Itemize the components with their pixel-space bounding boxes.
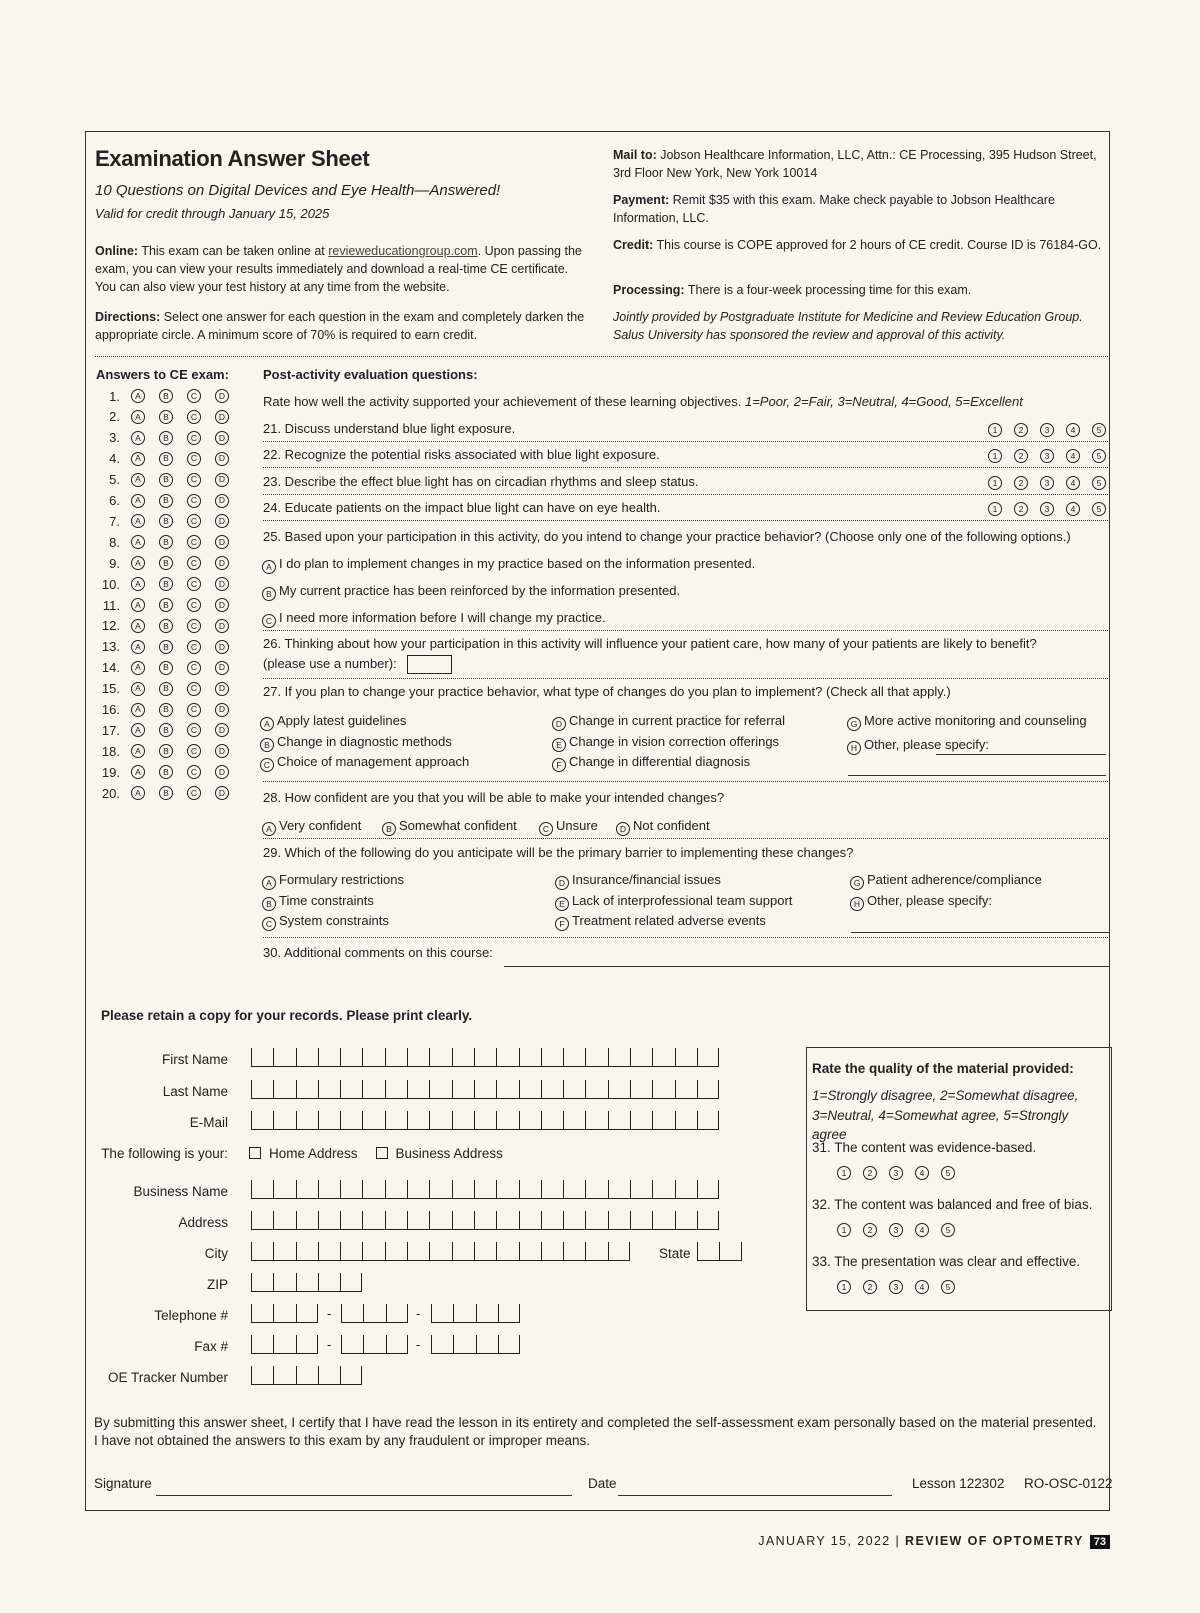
objective-23: 23. Describe the effect blue light has on circadian rhythms and sleep status. — [263, 474, 699, 489]
rating-5[interactable]: 5 — [1092, 502, 1106, 516]
objective-21: 21. Discuss understand blue light exposure. — [263, 421, 516, 436]
business-name-input[interactable] — [251, 1180, 719, 1199]
quality-heading: Rate the quality of the material provided: — [812, 1061, 1074, 1076]
answer-1-option-c[interactable]: C — [187, 389, 201, 403]
answer-11-option-d[interactable]: D — [215, 598, 229, 612]
city-input[interactable] — [251, 1242, 630, 1261]
option-a-bubble[interactable]: A — [262, 822, 276, 836]
q29-text: 29. Which of the following do you anticipate will be the primary barrier to implementing these changes? — [263, 845, 854, 860]
telephone-label: Telephone # — [154, 1308, 228, 1323]
q29opts-option-a[interactable]: A Formulary restrictions — [262, 872, 404, 890]
answers-heading: Answers to CE exam: — [96, 367, 229, 382]
answer-4-option-d[interactable]: D — [215, 452, 229, 466]
answer-5-option-c[interactable]: C — [187, 473, 201, 487]
quality-item-32: 32. The content was balanced and free of bias. — [812, 1197, 1093, 1212]
answer-13-option-a[interactable]: A — [131, 640, 145, 654]
option-d-bubble[interactable]: D — [555, 876, 569, 890]
q25opts-option-a[interactable]: A I do plan to implement changes in my practice based on the information presented. — [262, 556, 755, 574]
answer-8-option-a[interactable]: A — [131, 535, 145, 549]
date-line[interactable] — [618, 1495, 892, 1496]
address-type: Home Address Business Address — [249, 1146, 503, 1161]
answer-12-option-d[interactable]: D — [215, 619, 229, 633]
option-a-bubble[interactable]: A — [262, 560, 276, 574]
divider — [263, 467, 1110, 468]
answer-row: 14. A B C D — [96, 660, 229, 676]
divider — [263, 494, 1110, 495]
answer-17-option-b[interactable]: B — [159, 723, 173, 737]
option-c-bubble[interactable]: C — [262, 614, 276, 628]
rating-4[interactable]: 4 — [915, 1223, 929, 1237]
q27opts-option-e[interactable]: E Change in vision correction offerings — [552, 734, 779, 752]
state-input[interactable] — [697, 1242, 742, 1261]
option-a-bubble[interactable]: A — [260, 717, 274, 731]
rating-5[interactable]: 5 — [1092, 423, 1106, 437]
answer-12-option-a[interactable]: A — [131, 619, 145, 633]
rating-2[interactable]: 2 — [1014, 449, 1028, 463]
option-c-bubble[interactable]: C — [260, 758, 274, 772]
answer-row: 10. A B C D — [96, 576, 229, 592]
q29opts-option-d[interactable]: D Insurance/financial issues — [555, 872, 721, 890]
answer-9-option-b[interactable]: B — [159, 556, 173, 570]
rating-4[interactable]: 4 — [1066, 476, 1080, 490]
answer-4-option-c[interactable]: C — [187, 452, 201, 466]
city-label: City — [204, 1246, 228, 1261]
answer-row: 1. A B C D — [96, 388, 229, 404]
answer-13-option-b[interactable]: B — [159, 640, 173, 654]
option-a-bubble[interactable]: A — [262, 876, 276, 890]
q25-text: 25. Based upon your participation in this activity, do you intend to change your practice behavior? (Choose only one of the following options.) — [263, 529, 1071, 544]
signature-label: Signature — [94, 1476, 152, 1491]
answer-16-option-d[interactable]: D — [215, 703, 229, 717]
answer-12-option-b[interactable]: B — [159, 619, 173, 633]
divider — [95, 356, 1110, 357]
fax-input-area[interactable] — [251, 1335, 318, 1354]
q30-text: 30. Additional comments on this course: — [263, 945, 493, 960]
answer-10-option-a[interactable]: A — [131, 577, 145, 591]
divider — [263, 520, 1110, 521]
q29opts-option-b[interactable]: B Time constraints — [262, 893, 374, 911]
answer-6-option-a[interactable]: A — [131, 494, 145, 508]
answer-6-option-d[interactable]: D — [215, 494, 229, 508]
processing: Processing: There is a four-week processing time for this exam. — [613, 283, 972, 297]
q26-number-input[interactable] — [407, 655, 452, 674]
fax-input-line[interactable] — [431, 1335, 520, 1354]
email-input[interactable] — [251, 1111, 719, 1130]
divider — [263, 838, 1110, 839]
telephone-input-prefix[interactable] — [341, 1304, 408, 1323]
email-label: E-Mail — [189, 1115, 228, 1130]
answer-15-option-b[interactable]: B — [159, 682, 173, 696]
answer-3-option-c[interactable]: C — [187, 431, 201, 445]
last-name-input[interactable] — [251, 1080, 719, 1099]
answer-19-option-b[interactable]: B — [159, 765, 173, 779]
answer-row: 13. A B C D — [96, 639, 229, 655]
answer-11-option-c[interactable]: C — [187, 598, 201, 612]
answer-18-option-a[interactable]: A — [131, 744, 145, 758]
rating-3[interactable]: 3 — [889, 1166, 903, 1180]
state-label: State — [659, 1246, 691, 1261]
sheet-subtitle: 10 Questions on Digital Devices and Eye Health—Answered! — [95, 182, 501, 199]
answer-20-option-b[interactable]: B — [159, 786, 173, 800]
option-g-bubble[interactable]: G — [850, 876, 864, 890]
objective-21-rating — [988, 423, 1106, 437]
answer-17-option-a[interactable]: A — [131, 723, 145, 737]
dash: - — [416, 1337, 421, 1352]
answer-7-option-c[interactable]: C — [187, 514, 201, 528]
answer-6-option-c[interactable]: C — [187, 494, 201, 508]
answer-20-option-d[interactable]: D — [215, 786, 229, 800]
rating-3[interactable]: 3 — [889, 1223, 903, 1237]
q27opts-option-f[interactable]: F Change in differential diagnosis — [552, 754, 750, 772]
rating-1[interactable]: 1 — [837, 1166, 851, 1180]
option-b-bubble[interactable]: B — [262, 587, 276, 601]
rating-4[interactable]: 4 — [1066, 449, 1080, 463]
q26-text: 26. Thinking about how your participation in this activity will influence your patient care, how many of your patients are likely to benefit? — [263, 636, 1037, 651]
rating-1[interactable]: 1 — [988, 476, 1002, 490]
answer-row: 15. A B C D — [96, 681, 229, 697]
answer-row: 12. A B C D — [96, 618, 229, 634]
dash: - — [327, 1337, 332, 1352]
payment: Payment: Remit $35 with this exam. Make check payable to Jobson Healthcare Information, LLC. — [613, 193, 1055, 226]
page-number: 73 — [1090, 1535, 1110, 1549]
online-info: Online: This exam can be taken online at revieweducationgroup.com. Upon passing the exam, you can view your results immediately and download a real-time CE certificate. You can also view your test history at any time from the website. — [95, 244, 582, 295]
option-d-bubble[interactable]: D — [616, 822, 630, 836]
answer-4-option-a[interactable]: A — [131, 452, 145, 466]
answer-2-option-d[interactable]: D — [215, 410, 229, 424]
rating-3[interactable]: 3 — [889, 1280, 903, 1294]
answer-row: 11. A B C D — [96, 597, 229, 613]
answer-row: 4. A B C D — [96, 451, 229, 467]
answer-18-option-d[interactable]: D — [215, 744, 229, 758]
q27opts-option-d[interactable]: D Change in current practice for referral — [552, 713, 785, 731]
q28opts-option-c[interactable]: C Unsure — [539, 818, 598, 836]
last-name-label: Last Name — [162, 1084, 228, 1099]
rating-5[interactable]: 5 — [941, 1223, 955, 1237]
answer-13-option-d[interactable]: D — [215, 640, 229, 654]
rating-3[interactable]: 3 — [1040, 502, 1054, 516]
rating-5[interactable]: 5 — [1092, 449, 1106, 463]
exam-link[interactable]: revieweducationgroup.com — [328, 244, 478, 258]
quality-item-32-rating — [837, 1223, 955, 1237]
certification-text: By submitting this answer sheet, I certify that I have read the lesson in its entirety and completed the self-assessment exam personally based on the material presented. I have not obtained the answers to this exam by any fraudulent or improper means. — [94, 1415, 1097, 1449]
answer-row: 2. A B C D — [96, 409, 229, 425]
answer-row: 17. A B C D — [96, 722, 229, 738]
answer-7-option-d[interactable]: D — [215, 514, 229, 528]
course-code: RO-OSC-0122 — [1024, 1476, 1113, 1491]
oe-tracker-label: OE Tracker Number — [107, 1370, 228, 1385]
q27opts-option-b[interactable]: B Change in diagnostic methods — [260, 734, 452, 752]
rating-2[interactable]: 2 — [863, 1223, 877, 1237]
answer-14-option-b[interactable]: B — [159, 661, 173, 675]
answer-19-option-c[interactable]: C — [187, 765, 201, 779]
answer-row: 6. A B C D — [96, 493, 229, 509]
answer-grid — [94, 388, 254, 808]
q29opts-option-c[interactable]: C System constraints — [262, 913, 389, 931]
first-name-input[interactable] — [251, 1048, 719, 1067]
option-b-bubble[interactable]: B — [262, 897, 276, 911]
rating-1[interactable]: 1 — [837, 1280, 851, 1294]
answer-14-option-a[interactable]: A — [131, 661, 145, 675]
answer-9-option-c[interactable]: C — [187, 556, 201, 570]
rating-2[interactable]: 2 — [863, 1280, 877, 1294]
answer-14-option-c[interactable]: C — [187, 661, 201, 675]
objective-22: 22. Recognize the potential risks associated with blue light exposure. — [263, 447, 660, 462]
rating-1[interactable]: 1 — [988, 502, 1002, 516]
answer-2-option-c[interactable]: C — [187, 410, 201, 424]
q28-text: 28. How confident are you that you will be able to make your intended changes? — [263, 790, 725, 805]
q26-hint: (please use a number): — [263, 656, 397, 671]
q30-comment-line[interactable] — [504, 966, 1109, 967]
credit: Credit: This course is COPE approved for 2 hours of CE credit. Course ID is 76184-GO. — [613, 238, 1102, 252]
fax-input-prefix[interactable] — [341, 1335, 408, 1354]
answer-15-option-c[interactable]: C — [187, 682, 201, 696]
rating-3[interactable]: 3 — [1040, 449, 1054, 463]
q25opts-option-c[interactable]: C I need more information before I will change my practice. — [262, 610, 606, 628]
answer-11-option-b[interactable]: B — [159, 598, 173, 612]
answer-row: 9. A B C D — [96, 555, 229, 571]
divider — [263, 630, 1110, 631]
rating-5[interactable]: 5 — [941, 1166, 955, 1180]
evaluation-heading: Post-activity evaluation questions: — [263, 367, 478, 382]
answer-20-option-c[interactable]: C — [187, 786, 201, 800]
answer-3-option-a[interactable]: A — [131, 431, 145, 445]
rating-4[interactable]: 4 — [1066, 502, 1080, 516]
option-c-bubble[interactable]: C — [262, 917, 276, 931]
answer-16-option-b[interactable]: B — [159, 703, 173, 717]
answer-18-option-b[interactable]: B — [159, 744, 173, 758]
divider — [263, 937, 1110, 938]
option-g-bubble[interactable]: G — [847, 717, 861, 731]
dash: - — [327, 1306, 332, 1321]
rating-2[interactable]: 2 — [1014, 423, 1028, 437]
quality-scale: 1=Strongly disagree, 2=Somewhat disagree, 3=Neutral, 4=Somewhat agree, 5=Strongly agree — [812, 1088, 1079, 1143]
q29opts-option-h[interactable]: H Other, please specify: — [850, 893, 992, 911]
sheet-title: Examination Answer Sheet — [95, 146, 370, 171]
answer-17-option-c[interactable]: C — [187, 723, 201, 737]
answer-11-option-a[interactable]: A — [131, 598, 145, 612]
q27-specify-line — [936, 754, 1106, 755]
objective-23-rating — [988, 476, 1106, 490]
rating-1[interactable]: 1 — [837, 1223, 851, 1237]
jointly-provided: Jointly provided by Postgraduate Institute for Medicine and Review Education Group. Salus University has sponsored the review and approval of this activity. — [613, 310, 1083, 343]
answer-9-option-a[interactable]: A — [131, 556, 145, 570]
q28opts-option-a[interactable]: A Very confident — [262, 818, 361, 836]
answer-5-option-b[interactable]: B — [159, 473, 173, 487]
business-name-label: Business Name — [133, 1184, 228, 1199]
business-address-checkbox[interactable] — [376, 1147, 388, 1159]
q27opts-option-a[interactable]: A Apply latest guidelines — [260, 713, 406, 731]
rating-4[interactable]: 4 — [915, 1280, 929, 1294]
option-c-bubble[interactable]: C — [539, 822, 553, 836]
answer-5-option-d[interactable]: D — [215, 473, 229, 487]
answer-3-option-b[interactable]: B — [159, 431, 173, 445]
divider — [263, 781, 1110, 782]
q25opts-option-b[interactable]: B My current practice has been reinforced by the information presented. — [262, 583, 680, 601]
rate-instructions: Rate how well the activity supported your achievement of these learning objectives. 1=Poor, 2=Fair, 3=Neutral, 4=Good, 5=Excellent — [263, 394, 1023, 409]
address-type-label: The following is your: — [101, 1146, 228, 1161]
answer-1-option-a[interactable]: A — [131, 389, 145, 403]
q27opts-option-h[interactable]: H Other, please specify: — [847, 737, 989, 755]
retain-note: Please retain a copy for your records. Please print clearly. — [101, 1008, 473, 1023]
answer-15-option-a[interactable]: A — [131, 682, 145, 696]
option-e-bubble[interactable]: E — [552, 738, 566, 752]
answer-row: 8. A B C D — [96, 534, 229, 550]
answer-10-option-b[interactable]: B — [159, 577, 173, 591]
quality-item-31: 31. The content was evidence-based. — [812, 1140, 1037, 1155]
rating-3[interactable]: 3 — [1040, 476, 1054, 490]
answer-17-option-d[interactable]: D — [215, 723, 229, 737]
answer-15-option-d[interactable]: D — [215, 682, 229, 696]
option-d-bubble[interactable]: D — [552, 717, 566, 731]
signature-line[interactable] — [156, 1495, 572, 1496]
answer-8-option-c[interactable]: C — [187, 535, 201, 549]
answer-5-option-a[interactable]: A — [131, 473, 145, 487]
answer-2-option-b[interactable]: B — [159, 410, 173, 424]
divider — [263, 441, 1110, 442]
rating-1[interactable]: 1 — [988, 423, 1002, 437]
objective-24: 24. Educate patients on the impact blue light can have on eye health. — [263, 500, 661, 515]
rating-1[interactable]: 1 — [988, 449, 1002, 463]
answer-8-option-b[interactable]: B — [159, 535, 173, 549]
rating-3[interactable]: 3 — [1040, 423, 1054, 437]
answer-1-option-d[interactable]: D — [215, 389, 229, 403]
directions: Directions: Select one answer for each question in the exam and completely darken the appropriate circle. A minimum score of 70% is required to earn credit. — [95, 310, 585, 343]
page-footer: JANUARY 15, 2022 | REVIEW OF OPTOMETRY 73 — [758, 1534, 1110, 1549]
answer-row: 19. A B C D — [96, 764, 229, 780]
home-address-checkbox[interactable] — [249, 1147, 261, 1159]
rating-4[interactable]: 4 — [1066, 423, 1080, 437]
answer-16-option-c[interactable]: C — [187, 703, 201, 717]
answer-3-option-d[interactable]: D — [215, 431, 229, 445]
q29-specify-line — [851, 932, 1109, 933]
q27-specify-line — [848, 775, 1106, 776]
zip-label: ZIP — [206, 1277, 228, 1292]
answer-1-option-b[interactable]: B — [159, 389, 173, 403]
answer-6-option-b[interactable]: B — [159, 494, 173, 508]
q29opts-option-e[interactable]: E Lack of interprofessional team support — [555, 893, 792, 911]
option-b-bubble[interactable]: B — [382, 822, 396, 836]
answer-18-option-c[interactable]: C — [187, 744, 201, 758]
divider — [263, 678, 1110, 679]
q27-text: 27. If you plan to change your practice behavior, what type of changes do you plan to implement? (Check all that apply.) — [263, 684, 951, 699]
answer-7-option-a[interactable]: A — [131, 514, 145, 528]
rating-5[interactable]: 5 — [1092, 476, 1106, 490]
quality-item-33: 33. The presentation was clear and effective. — [812, 1254, 1081, 1269]
answer-7-option-b[interactable]: B — [159, 514, 173, 528]
rating-2[interactable]: 2 — [1014, 476, 1028, 490]
answer-13-option-c[interactable]: C — [187, 640, 201, 654]
rating-4[interactable]: 4 — [915, 1166, 929, 1180]
q28opts-option-b[interactable]: B Somewhat confident — [382, 818, 517, 836]
rating-2[interactable]: 2 — [1014, 502, 1028, 516]
quality-item-33-rating — [837, 1280, 955, 1294]
rating-2[interactable]: 2 — [863, 1166, 877, 1180]
option-f-bubble[interactable]: F — [555, 917, 569, 931]
address-label: Address — [178, 1215, 228, 1230]
answer-row: 18. A B C D — [96, 743, 229, 759]
q29opts-option-g[interactable]: G Patient adherence/compliance — [850, 872, 1042, 890]
objective-24-rating — [988, 502, 1106, 516]
answer-row: 16. A B C D — [96, 702, 229, 718]
valid-through: Valid for credit through January 15, 2025 — [95, 206, 330, 221]
lesson-number: Lesson 122302 — [912, 1476, 1005, 1491]
answer-14-option-d[interactable]: D — [215, 661, 229, 675]
option-e-bubble[interactable]: E — [555, 897, 569, 911]
telephone-input-line[interactable] — [431, 1304, 520, 1323]
answer-row: 5. A B C D — [96, 472, 229, 488]
q27opts-option-g[interactable]: G More active monitoring and counseling — [847, 713, 1087, 731]
answer-12-option-c[interactable]: C — [187, 619, 201, 633]
option-f-bubble[interactable]: F — [552, 758, 566, 772]
q28opts-option-d[interactable]: D Not confident — [616, 818, 710, 836]
objective-22-rating — [988, 449, 1106, 463]
option-h-bubble[interactable]: H — [847, 741, 861, 755]
quality-item-31-rating — [837, 1166, 955, 1180]
rating-5[interactable]: 5 — [941, 1280, 955, 1294]
q27opts-option-c[interactable]: C Choice of management approach — [260, 754, 469, 772]
answer-row: 7. A B C D — [96, 513, 229, 529]
dash: - — [416, 1306, 421, 1321]
zip-input[interactable] — [251, 1273, 362, 1292]
first-name-label: First Name — [161, 1052, 228, 1067]
answer-row: 20. A B C D — [96, 785, 229, 801]
mail-to: Mail to: Jobson Healthcare Information, LLC, Attn.: CE Processing, 395 Hudson Street, 3rd Floor New York, New York 10014 — [613, 148, 1097, 181]
answer-8-option-d[interactable]: D — [215, 535, 229, 549]
answer-10-option-c[interactable]: C — [187, 577, 201, 591]
answer-16-option-a[interactable]: A — [131, 703, 145, 717]
answer-row: 3. A B C D — [96, 430, 229, 446]
answer-19-option-d[interactable]: D — [215, 765, 229, 779]
answer-10-option-d[interactable]: D — [215, 577, 229, 591]
address-input[interactable] — [251, 1211, 719, 1230]
answer-9-option-d[interactable]: D — [215, 556, 229, 570]
option-h-bubble[interactable]: H — [850, 897, 864, 911]
telephone-input-area[interactable] — [251, 1304, 318, 1323]
answer-2-option-a[interactable]: A — [131, 410, 145, 424]
date-label: Date — [588, 1476, 617, 1491]
answer-19-option-a[interactable]: A — [131, 765, 145, 779]
answer-4-option-b[interactable]: B — [159, 452, 173, 466]
option-b-bubble[interactable]: B — [260, 738, 274, 752]
oe-tracker-input[interactable] — [251, 1366, 362, 1385]
q29opts-option-f[interactable]: F Treatment related adverse events — [555, 913, 766, 931]
fax-label: Fax # — [194, 1339, 228, 1354]
answer-20-option-a[interactable]: A — [131, 786, 145, 800]
